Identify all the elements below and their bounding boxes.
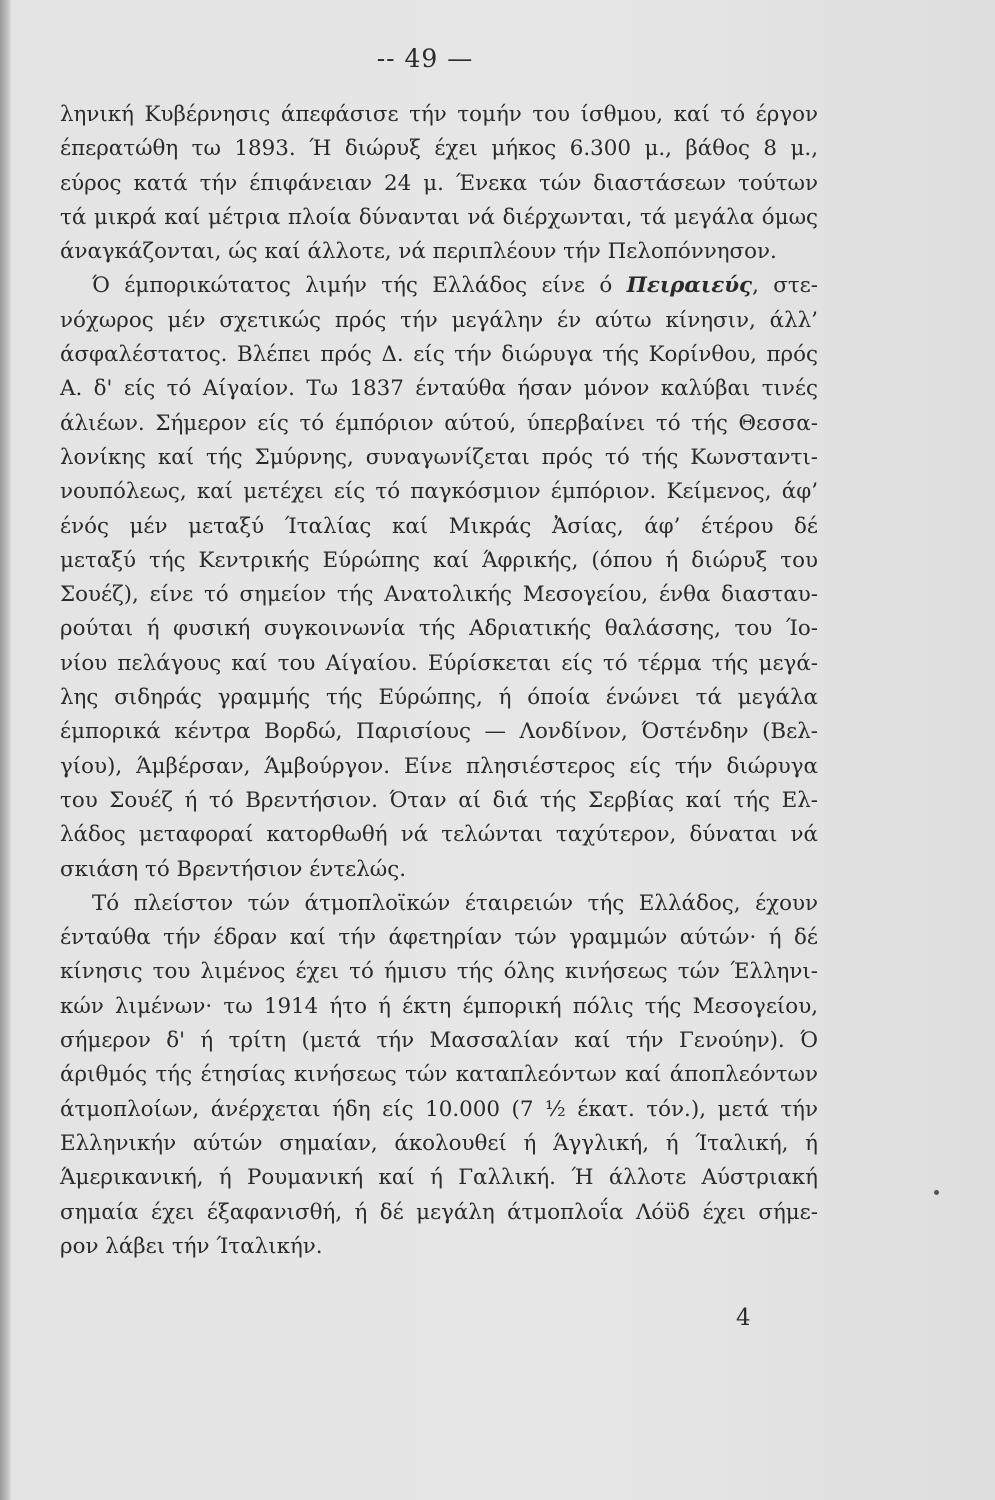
text-line: τά μικρά καί μέτρια πλοία δύνανται νά διέρχωνται, τά μεγάλα όμως bbox=[60, 204, 818, 230]
text-line: άλιέων. Σήμερον είς τό έμπόριον αύτού, ύπερβαίνει τό τής Θεσσα- bbox=[60, 410, 818, 436]
emphasized-place-name: Πειραιεύς bbox=[626, 273, 753, 299]
text-line: ένός μέν μεταξύ Ίταλίας καί Μικράς Ἀσίας, άφ’ έτέρου δέ bbox=[60, 513, 818, 539]
text-line: άναγκάζονται, ώς καί άλλοτε, νά περιπλέουν τήν Πελοπόννησον. bbox=[60, 239, 777, 265]
text-line: σήμερον δ' ή τρίτη (μετά τήν Μασσαλίαν καί τήν Γενούην). Ό bbox=[60, 1028, 818, 1054]
text-line: λάδος μεταφοραί κατορθωθή νά τελώνται ταχύτερον, δύναται νά bbox=[60, 822, 818, 848]
text-line: κίνησις του λιμένος έχει τό ήμισυ τής όλης κινήσεως τών Έλληνι- bbox=[60, 959, 818, 985]
text-line: ρον λάβει τήν Ίταλικήν. bbox=[60, 1233, 323, 1259]
signature-mark: 4 bbox=[736, 1305, 751, 1331]
text-line: εύρος κατά τήν έπιφάνειαν 24 μ. Ένεκα τών διαστάσεων τούτων bbox=[60, 170, 818, 196]
page-number: -- 49 — bbox=[376, 44, 474, 73]
text-line bbox=[60, 269, 818, 303]
text-line: Α. δ' είς τό Αίγαίον. Τω 1837 ένταύθα ήσαν μόνον καλύβαι τινές bbox=[60, 376, 818, 402]
text-line: γίου), Άμβέρσαν, Άμβούργον. Είνε πλησιέστερος είς τήν διώρυγα bbox=[60, 753, 818, 779]
text-fragment: , στε- bbox=[752, 273, 818, 299]
text-line: έμπορικά κέντρα Βορδώ, Παρισίους — Λονδίνον, Όστένδην (Βελ- bbox=[60, 719, 818, 745]
text-line: λης σιδηράς γραμμής τής Εύρώπης, ή όποία ένώνει τά μεγάλα bbox=[60, 685, 818, 711]
text-line: Ελληνικήν αύτών σημαίαν, άκολουθεί ή Άγγλική, ή Ίταλική, ή bbox=[60, 1130, 818, 1156]
text-line: άτμοπλοίων, άνέρχεται ήδη είς 10.000 (7 ½ έκατ. τόν.), μετά τήν bbox=[60, 1096, 818, 1122]
text-line: ένταύθα τήν έδραν καί τήν άφετηρίαν τών γραμμών αύτών· ή δέ bbox=[60, 925, 818, 951]
text-line: νόχωρος μέν σχετικώς πρός τήν μεγάλην έν αύτω κίνησιν, άλλ’ bbox=[60, 307, 818, 333]
text-line: σημαία έχει έξαφανισθή, ή δέ μεγάλη άτμοπλοΐα Λόϋδ έχει σήμε- bbox=[60, 1199, 818, 1225]
text-line: άσφαλέστατος. Βλέπει πρός Δ. είς τήν διώρυγα τής Κορίνθου, πρός bbox=[60, 342, 818, 368]
text-line: ρούται ή φυσική συγκοινωνία τής Αδριατικής θαλάσσης, του Ίο- bbox=[60, 616, 818, 642]
page-spine-shadow bbox=[0, 0, 10, 1500]
text-line: Άμερικανική, ή Ρουμανική καί ή Γαλλική. Ή άλλοτε Αύστριακή bbox=[60, 1165, 818, 1191]
text-line: νίου πελάγους καί του Αίγαίου. Εύρίσκεται είς τό τέρμα τής μεγά- bbox=[60, 650, 818, 676]
text-line: του Σουέζ ή τό Βρεντήσιον. Όταν αί διά τής Σερβίας καί τής Ελ- bbox=[60, 787, 818, 813]
ink-speck bbox=[934, 1190, 939, 1195]
body-text bbox=[60, 98, 818, 1264]
text-line: ληνική Κυβέρνησις άπεφάσισε τήν τομήν του ίσθμου, καί τό έργον bbox=[60, 102, 818, 127]
text-line: άριθμός τής έτησίας κινήσεως τών καταπλεόντων καί άποπλεόντων bbox=[60, 1062, 818, 1088]
text-line: έπερατώθη τω 1893. Ή διώρυξ έχει μήκος 6.300 μ., βάθος 8 μ., bbox=[60, 136, 818, 162]
text-line: Τό πλείστον τών άτμοπλοϊκών έταιρειών τής Ελλάδος, έχουν bbox=[92, 890, 818, 916]
text-fragment: Ό έμπορικώτατος λιμήν τής Ελλάδος είνε ό bbox=[92, 273, 613, 299]
text-line: λονίκης καί τής Σμύρνης, συναγωνίζεται πρός τό τής Κωνσταντι- bbox=[60, 444, 818, 470]
text-line: νουπόλεως, καί μετέχει είς τό παγκόσμιον έμπόριον. Κείμενος, άφ’ bbox=[60, 479, 818, 505]
text-line: σκιάση τό Βρεντήσιον έντελώς. bbox=[60, 856, 407, 882]
text-line: μεταξύ τής Κεντρικής Εύρώπης καί Άφρικής, (όπου ή διώρυξ του bbox=[60, 547, 818, 573]
text-line: κών λιμένων· τω 1914 ήτο ή έκτη έμπορική πόλις τής Μεσογείου, bbox=[60, 993, 818, 1019]
text-line: Σουέζ), είνε τό σημείον τής Ανατολικής Μεσογείου, ένθα διασταυ- bbox=[60, 582, 818, 608]
